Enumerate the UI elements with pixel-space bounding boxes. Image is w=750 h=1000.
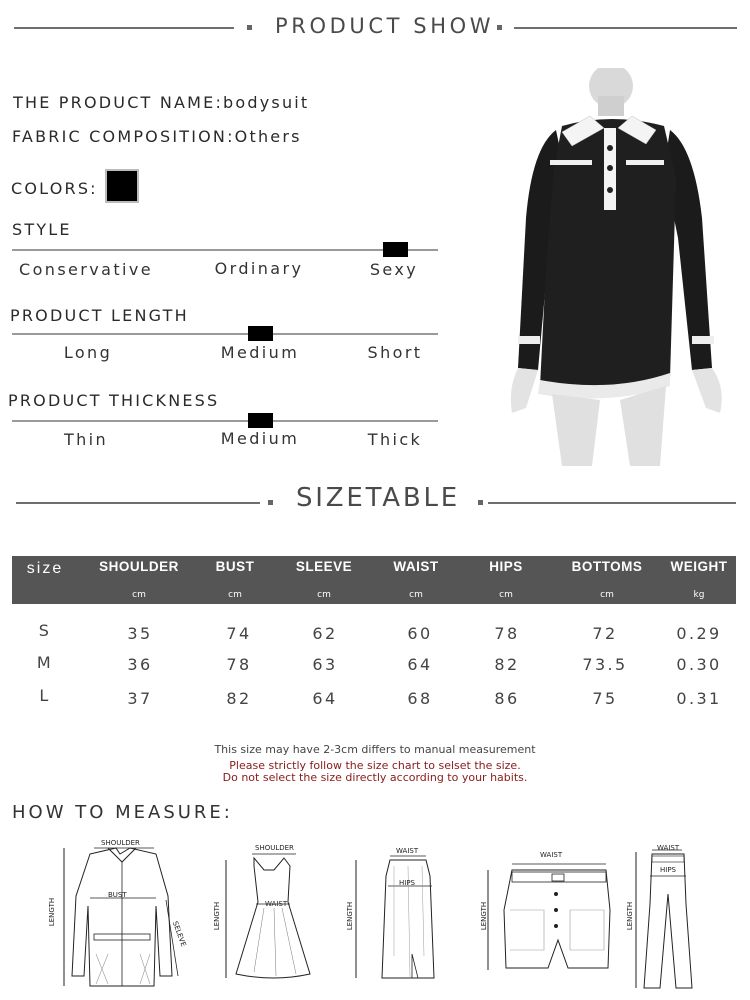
col-header-shoulder: SHOULDER	[99, 559, 179, 574]
length-scale-line	[12, 333, 438, 335]
sizetable-dot-right	[478, 500, 483, 505]
product-photo	[480, 68, 746, 466]
dress-measure-diagram	[214, 846, 314, 986]
row-m-bust: 78	[226, 655, 252, 674]
row-l-sleeve: 64	[312, 689, 338, 708]
style-option-ordinary: Ordinary	[214, 259, 304, 278]
length-scale-marker	[248, 326, 273, 341]
note-measurement: This size may have 2-3cm differs to manual measurement	[214, 743, 536, 756]
col-unit-shoulder: cm	[132, 590, 146, 600]
pants-hips-label: HIPS	[660, 866, 676, 874]
style-option-sexy: Sexy	[369, 260, 419, 279]
shorts-measure-diagram	[478, 850, 618, 980]
row-l-bust: 82	[226, 689, 252, 708]
sizetable-rule-left	[16, 502, 260, 504]
row-m-waist: 64	[407, 655, 433, 674]
note-warning-1: Please strictly follow the size chart to selset the size.	[229, 759, 521, 772]
sizetable-rule-right	[488, 502, 736, 504]
col-unit-bust: cm	[228, 590, 242, 600]
row-l-hips: 86	[494, 689, 520, 708]
jacket-length-label: LENGTH	[48, 897, 57, 927]
skirt-measure-diagram	[350, 846, 440, 986]
length-option-short: Short	[367, 343, 423, 362]
col-unit-bottoms: cm	[600, 590, 614, 600]
how-to-measure-title: HOW TO MEASURE:	[12, 802, 233, 823]
header-rule-right	[514, 27, 737, 29]
row-m-shoulder: 36	[127, 655, 153, 674]
style-scale-line	[12, 249, 438, 251]
length-option-medium: Medium	[220, 343, 300, 362]
col-unit-waist: cm	[409, 590, 423, 600]
col-unit-hips: cm	[499, 590, 513, 600]
row-s-hips: 78	[494, 624, 520, 643]
jacket-shoulder-label: SHOULDER	[101, 839, 140, 847]
skirt-hips-label: HIPS	[399, 879, 415, 887]
row-l-shoulder: 37	[127, 689, 153, 708]
col-unit-sleeve: cm	[317, 590, 331, 600]
size-column-header: size	[26, 560, 64, 577]
jacket-bust-label: BUST	[108, 891, 127, 899]
jacket-measure-diagram	[50, 836, 200, 996]
shorts-length-label: LENGTH	[480, 901, 489, 931]
thickness-option-medium: Medium	[220, 429, 300, 448]
col-header-sleeve: SLEEVE	[295, 559, 353, 574]
style-label: STYLE	[12, 220, 72, 239]
dress-waist-label: WAIST	[265, 900, 288, 908]
row-s-shoulder: 35	[127, 624, 153, 643]
row-m-hips: 82	[494, 655, 520, 674]
row-m-sleeve: 63	[312, 655, 338, 674]
colors-label: COLORS:	[11, 179, 98, 198]
note-warning-2: Do not select the size directly according to your habits.	[222, 771, 528, 784]
row-l-size: L	[39, 686, 51, 705]
jacket-sleeve-label: SELEVE	[170, 920, 188, 948]
fabric-composition: FABRIC COMPOSITION:Others	[12, 127, 302, 146]
skirt-waist-label: WAIST	[396, 847, 419, 855]
style-scale-marker	[383, 242, 408, 257]
header-dot-left	[247, 25, 252, 30]
row-s-sleeve: 62	[312, 624, 338, 643]
col-header-hips: HIPS	[489, 559, 523, 574]
length-option-long: Long	[63, 343, 113, 362]
row-m-size: M	[36, 653, 54, 672]
color-swatch-black[interactable]	[105, 169, 139, 203]
row-s-size: S	[38, 621, 52, 640]
row-s-bottoms: 72	[592, 624, 618, 643]
col-header-bottoms: BOTTOMS	[571, 559, 643, 574]
style-option-conservative: Conservative	[19, 260, 153, 279]
skirt-length-label: LENGTH	[346, 901, 355, 931]
row-s-waist: 60	[407, 624, 433, 643]
length-label: PRODUCT LENGTH	[10, 306, 189, 325]
sizetable-title: SIZETABLE	[296, 483, 461, 513]
shorts-waist-label: WAIST	[540, 851, 563, 859]
dress-length-label: LENGTH	[213, 901, 222, 931]
row-m-bottoms: 73.5	[582, 655, 628, 674]
product-show-title: PRODUCT SHOW	[275, 14, 495, 38]
thickness-option-thick: Thick	[367, 430, 423, 449]
thickness-option-thin: Thin	[63, 430, 109, 449]
row-l-weight: 0.31	[676, 689, 722, 708]
row-m-weight: 0.30	[676, 655, 722, 674]
row-l-waist: 68	[407, 689, 433, 708]
row-s-weight: 0.29	[676, 624, 722, 643]
bodysuit-image	[480, 68, 746, 466]
row-l-bottoms: 75	[592, 689, 618, 708]
product-name: THE PRODUCT NAME:bodysuit	[13, 93, 310, 112]
col-header-waist: WAIST	[393, 559, 439, 574]
sizetable-dot-left	[268, 500, 273, 505]
header-dot-right	[497, 25, 502, 30]
thickness-scale-marker	[248, 413, 273, 428]
col-header-bust: BUST	[215, 559, 255, 574]
dress-shoulder-label: SHOULDER	[255, 844, 294, 852]
row-s-bust: 74	[226, 624, 252, 643]
pants-waist-label: WAIST	[657, 844, 680, 852]
col-header-weight: WEIGHT	[670, 559, 728, 574]
header-rule-left	[14, 27, 234, 29]
thickness-scale-line	[12, 420, 438, 422]
col-unit-weight: kg	[693, 590, 705, 600]
pants-length-label: LENGTH	[626, 901, 635, 931]
thickness-label: PRODUCT THICKNESS	[8, 391, 220, 410]
